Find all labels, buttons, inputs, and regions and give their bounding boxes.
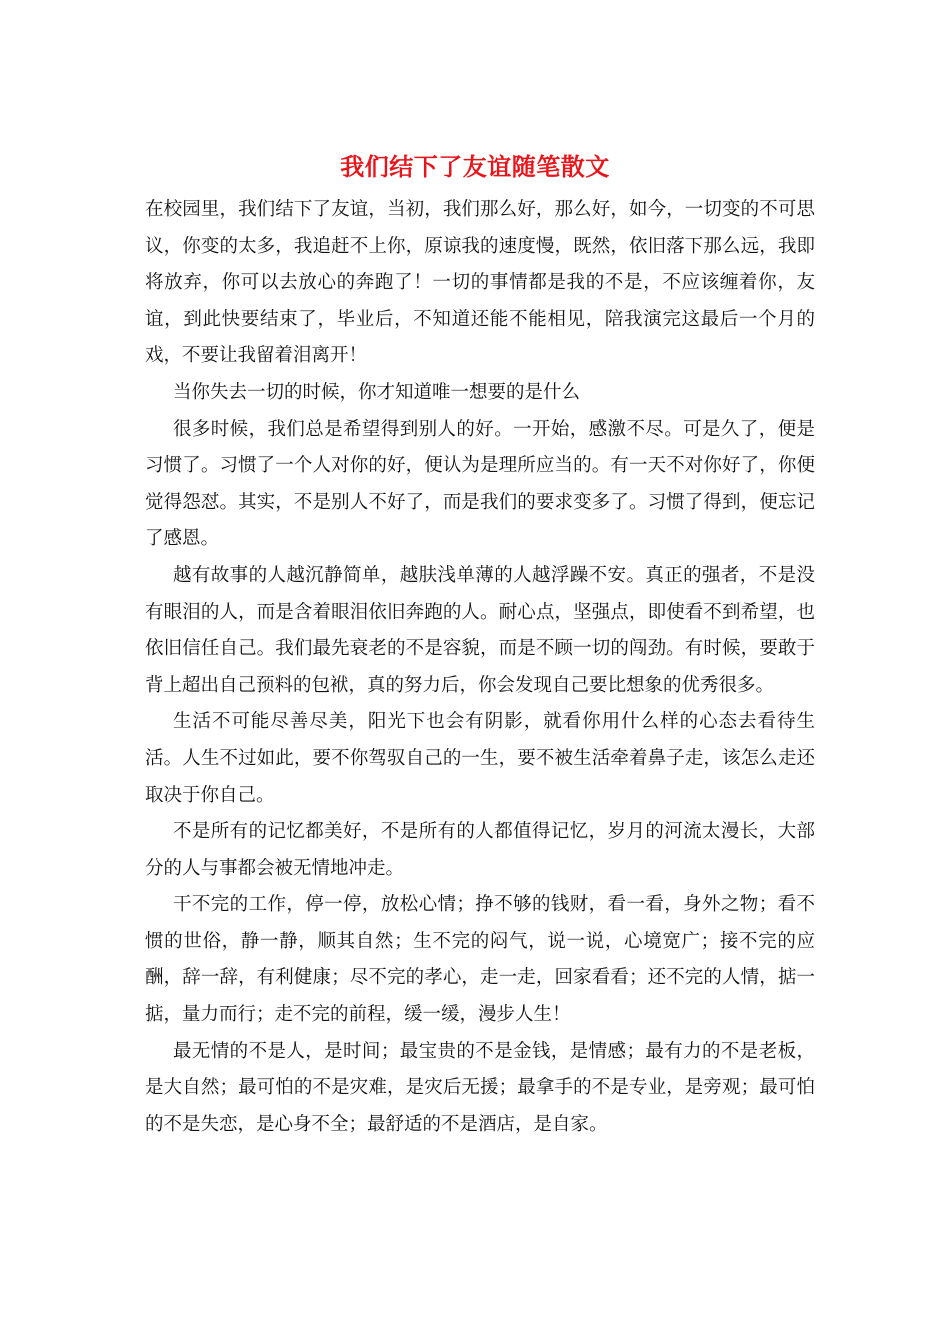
paragraph-4: 越有故事的人越沉静简单，越肤浅单薄的人越浮躁不安。真正的强者，不是没有眼泪的人，而是含着眼泪依旧奔跑的人。耐心点，坚强点，即使看不到希望，也依旧信任自己。我们最先衰老的不是容貌，而是不顾一切的闯劲。有时候，要敢于背上超出自己预料的包袱，真的努力后，你会发现自己要比想象的优秀很多。 xyxy=(145,564,815,696)
paragraph-7: 干不完的工作，停一停，放松心情；挣不够的钱财，看一看，身外之物；看不惯的世俗，静一静，顺其自然；生不完的闷气，说一说，心境宽广；接不完的应酬，辞一辞，有利健康；尽不完的孝心，走一走，回家看看；还不完的人情，掂一掂，量力而行；走不完的前程，缓一缓，漫步人生！ xyxy=(145,894,815,1026)
paragraph-5: 生活不可能尽善尽美，阳光下也会有阴影，就看你用什么样的心态去看待生活。人生不过如此，要不你驾驭自己的一生，要不被生活牵着鼻子走，该怎么走还取决于你自己。 xyxy=(145,711,815,806)
paragraph-1: 在校园里，我们结下了友谊，当初，我们那么好，那么好，如今，一切变的不可思议，你变的太多，我追赶不上你，原谅我的速度慢，既然，依旧落下那么远，我即将放弃，你可以去放心的奔跑了！一切的事情都是我的不是，不应该缠着你，友谊，到此快要结束了，毕业后，不知道还能不能相见，陪我演完这最后一个月的戏，不要让我留着泪离开！ xyxy=(145,199,815,367)
paragraph-6: 不是所有的记忆都美好，不是所有的人都值得记忆，岁月的河流太漫长，大部分的人与事都会被无情地冲走。 xyxy=(145,821,815,879)
document-body xyxy=(145,192,815,1143)
paragraph-8: 最无情的不是人，是时间；最宝贵的不是金钱，是情感；最有力的不是老板，是大自然；最可怕的不是灾难，是灾后无援；最拿手的不是专业，是旁观；最可怕的不是失恋，是心身不全；最舒适的不是酒店，是自家。 xyxy=(145,1040,815,1135)
document-title: 我们结下了友谊随笔散文 xyxy=(340,152,610,181)
paragraph-2: 当你失去一切的时候，你才知道唯一想要的是什么 xyxy=(173,381,581,403)
paragraph-3: 很多时候，我们总是希望得到别人的好。一开始，感激不尽。可是久了，便是习惯了。习惯了一个人对你的好，便认为是理所应当的。有一天不对你好了，你便觉得怨怼。其实，不是别人不好了，而是我们的要求变多了。习惯了得到，便忘记了感恩。 xyxy=(145,418,815,550)
